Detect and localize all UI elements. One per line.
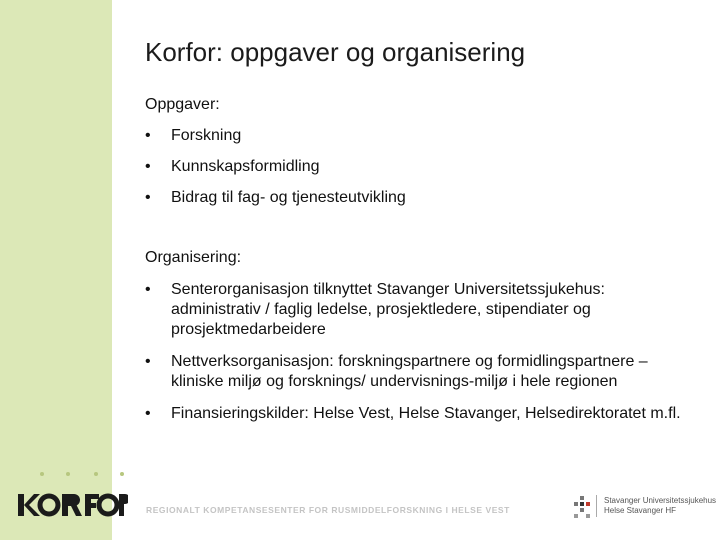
list-item: • Kunnskapsformidling	[145, 158, 320, 175]
organization-list	[145, 280, 685, 436]
bullet-icon: •	[145, 353, 151, 370]
tasks-heading: Oppgaver:	[145, 96, 220, 113]
hospital-name: Stavanger Universitetssjukehus Helse Stavanger HF	[604, 496, 717, 515]
decorative-dots	[40, 472, 130, 478]
list-item: • Nettverksorganisasjon: forskningspartnere og formidlingspartnere – kliniske miljø og forsknings/ undervisnings-miljø i hele regionen	[145, 353, 648, 390]
organization-heading: Organisering:	[145, 249, 242, 266]
hospital-logo-icon	[568, 494, 598, 524]
slide-title: Korfor: oppgaver og organisering	[145, 37, 526, 67]
bullet-icon: •	[145, 158, 151, 175]
korfor-logo	[18, 490, 128, 520]
left-accent-bar	[0, 0, 112, 540]
list-item: • Finansieringskilder: Helse Vest, Helse Stavanger, Helsedirektoratet m.fl.	[145, 405, 681, 422]
tasks-list	[145, 126, 685, 219]
bullet-icon: •	[145, 405, 151, 422]
footer-divider	[596, 495, 597, 517]
bullet-icon: •	[145, 189, 151, 206]
list-item: • Bidrag til fag- og tjenesteutvikling	[145, 189, 406, 206]
footer-tagline: REGIONALT KOMPETANSESENTER FOR RUSMIDDELFORSKNING I HELSE VEST	[146, 505, 510, 515]
bullet-icon: •	[145, 127, 151, 144]
list-item: • Forskning	[145, 127, 242, 144]
bullet-icon: •	[145, 281, 151, 298]
list-item: • Senterorganisasjon tilknyttet Stavanger Universitetssjukehus: administrativ / faglig ledelse, prosjektledere, stipendiater og prosjektmedarbeidere	[145, 281, 605, 338]
